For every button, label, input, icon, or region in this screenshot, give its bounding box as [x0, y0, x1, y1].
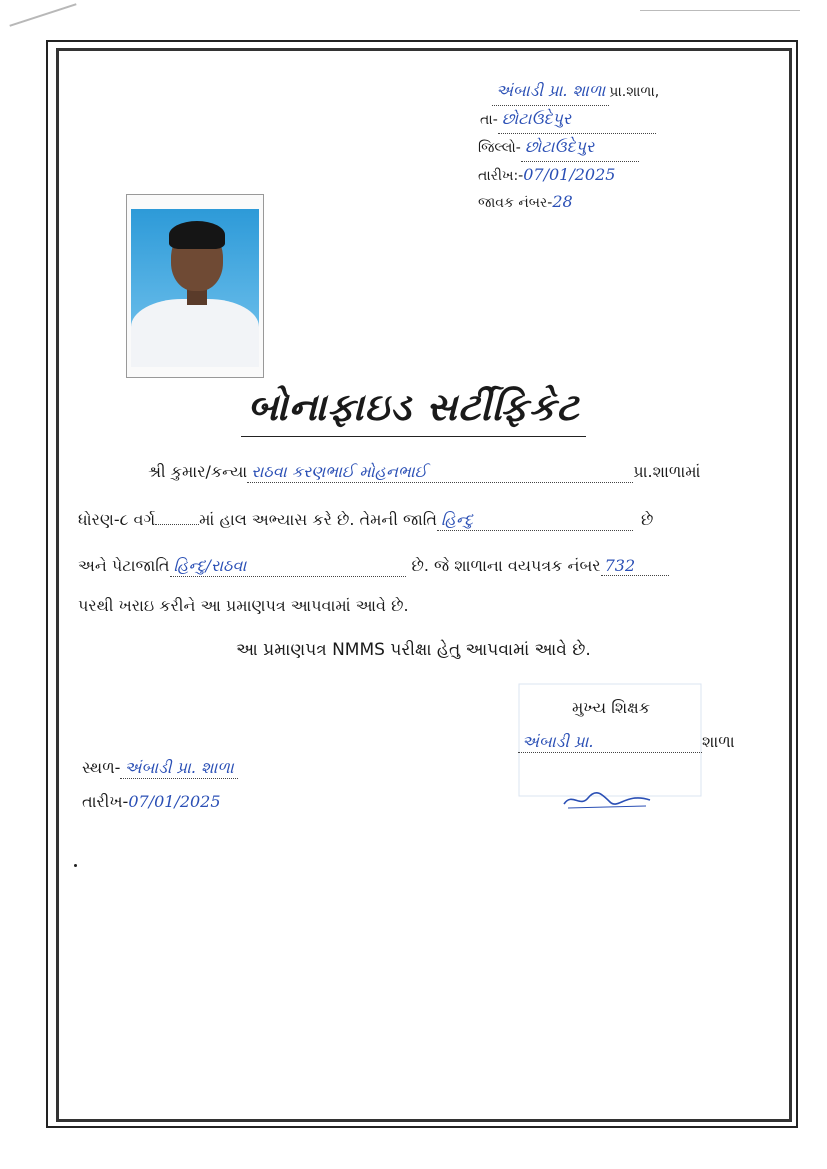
verification-text: પરથી ખરાઇ કરીને આ પ્રમાણપત્ર આપવામાં આવે છે. — [78, 596, 409, 615]
body-line-3 — [78, 556, 669, 577]
register-text: છે. જે શાળાના વયપત્રક નંબર — [411, 556, 601, 575]
outward-number-handwritten: 28 — [552, 192, 573, 211]
footer-date-handwritten: 07/01/2025 — [128, 792, 221, 811]
place-label: સ્થળ- — [82, 758, 121, 777]
district-handwritten: છોટાઉદેપુર — [524, 137, 595, 156]
district-label: જિલ્લો- — [478, 140, 521, 156]
date-handwritten: 07/01/2025 — [523, 165, 616, 184]
stray-dot — [74, 864, 77, 867]
body-line-1 — [148, 462, 700, 483]
standard-text: ધોરણ-૮ વર્ગ — [78, 510, 156, 529]
taluka-label: તા- — [480, 112, 498, 128]
body-line-2 — [78, 510, 653, 531]
study-text: માં હાલ અભ્યાસ કરે છે. તેમની જાતિ — [199, 510, 437, 529]
school-suffix: પ્રા.શાળા, — [609, 84, 660, 100]
certificate-title-wrap — [0, 384, 827, 437]
footer-date-label: તારીખ- — [82, 792, 129, 811]
certificate-title: બોનાફાઇડ સર્ટીફિકેટ — [241, 384, 585, 437]
photo-hair — [169, 221, 225, 249]
student-prefix: શ્રી કુમાર/કન્યા — [148, 462, 248, 481]
scan-artifact — [640, 10, 800, 11]
headmaster-school-handwritten: અંબાડી પ્રા. — [522, 732, 594, 751]
place-handwritten: અંબાડી પ્રા. શાળા — [124, 758, 234, 777]
footer-date — [82, 792, 221, 812]
subcaste-label: અને પેટાજાતિ — [78, 556, 170, 575]
headmaster-school — [518, 732, 735, 753]
signature-scribble — [562, 790, 652, 810]
caste-suffix: છે — [641, 510, 654, 529]
scan-artifact — [9, 3, 76, 27]
body-line-5 — [0, 640, 827, 660]
photo-background — [131, 209, 259, 367]
footer-place — [82, 758, 238, 779]
headmaster-role: મુખ્ય શિક્ષક — [572, 698, 651, 717]
purpose-text: આ પ્રમાણપત્ર NMMS પરીક્ષા હેતુ આપવામાં આવે છે. — [236, 640, 591, 660]
school-suffix-text: પ્રા.શાળામાં — [633, 462, 701, 481]
student-photo — [126, 194, 264, 378]
photo-shirt — [131, 299, 259, 367]
taluka-handwritten: છોટાઉદેપુર — [501, 109, 572, 128]
address-block — [470, 78, 659, 216]
headmaster-school-suffix: શાળા — [702, 732, 735, 751]
outward-number-label: જાવક નંબર- — [478, 195, 553, 211]
school-name-handwritten: અંબાડી પ્રા. શાળા — [496, 81, 606, 100]
student-name-handwritten: રાઠવા કરણભાઈ મોહનભાઈ — [251, 462, 428, 481]
subcaste-handwritten: હિન્દુ/રાઠવા — [173, 556, 247, 575]
register-number-handwritten: 732 — [604, 556, 636, 575]
caste-handwritten: હિન્દુ — [441, 510, 473, 529]
body-line-4 — [78, 596, 409, 616]
photo-studio-mark — [135, 199, 261, 209]
date-label: તારીખ:- — [478, 168, 524, 184]
